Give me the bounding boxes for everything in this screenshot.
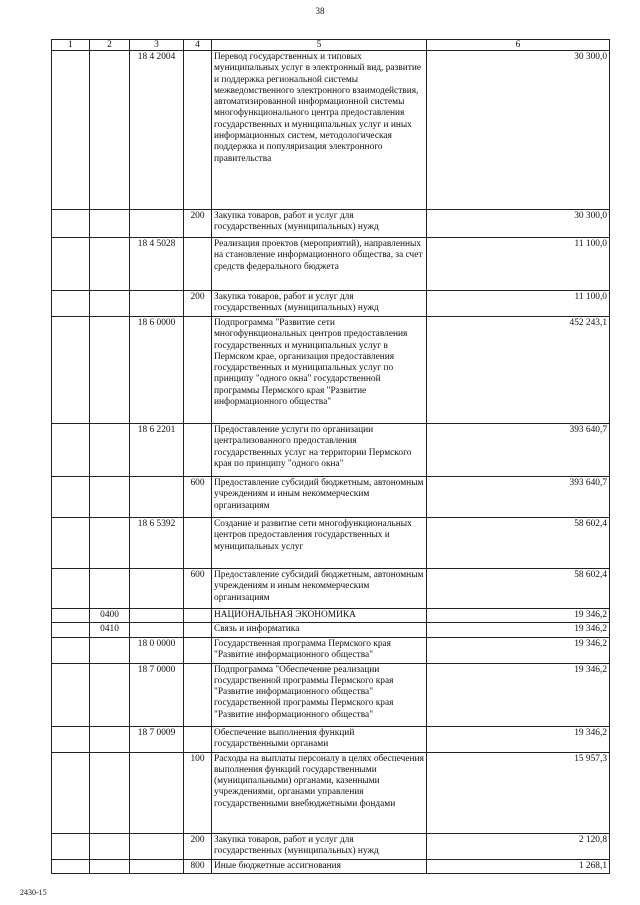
- cell-expense-type: [184, 424, 212, 477]
- cell-amount: 58 602,4: [427, 569, 610, 609]
- cell-expense-type: [184, 51, 212, 210]
- cell-description: Государственная программа Пермского края "Развитие информационного общества": [212, 637, 427, 663]
- budget-table: [51, 39, 610, 874]
- cell-target-code: 18 0 0000: [130, 637, 184, 663]
- cell-target-code: 18 7 0009: [130, 726, 184, 752]
- cell-amount: 452 243,1: [427, 317, 610, 424]
- cell-expense-type: [184, 238, 212, 291]
- cell-description: НАЦИОНАЛЬНАЯ ЭКОНОМИКА: [212, 609, 427, 623]
- cell-section-code: [90, 477, 130, 518]
- cell-amount: 393 640,7: [427, 477, 610, 518]
- cell-section-code: [90, 238, 130, 291]
- header-col-2: 2: [90, 40, 130, 51]
- cell-target-code: 18 4 2004: [130, 51, 184, 210]
- cell-section-code: [90, 518, 130, 569]
- cell-section-code: [90, 51, 130, 210]
- header-col-5: 5: [212, 40, 427, 51]
- cell-description: Подпрограмма "Развитие сети многофункциональных центров предоставления государственных и муниципальных услуг в Пермском крае, организация предоставления государственных и муниципальных услуг по принципу "одного окна" государственной программы Пермского края "Развитие информационного общества": [212, 317, 427, 424]
- cell-description: Реализация проектов (мероприятий), направленных на становление информационного общества, за счет средств федерального бюджета: [212, 238, 427, 291]
- cell-expense-type: [184, 609, 212, 623]
- table-row: [52, 833, 610, 859]
- cell-target-code: [130, 752, 184, 833]
- cell-target-code: [130, 291, 184, 317]
- cell-section-code: [90, 859, 130, 873]
- cell-col1: [52, 317, 90, 424]
- table-row: [52, 859, 610, 873]
- header-col-3: 3: [130, 40, 184, 51]
- header-row: [52, 40, 610, 51]
- cell-amount: 19 346,2: [427, 609, 610, 623]
- cell-section-code: 0400: [90, 609, 130, 623]
- table-row: [52, 477, 610, 518]
- cell-expense-type: [184, 317, 212, 424]
- cell-amount: 393 640,7: [427, 424, 610, 477]
- cell-target-code: [130, 833, 184, 859]
- cell-expense-type: [184, 637, 212, 663]
- cell-target-code: [130, 859, 184, 873]
- table-row: [52, 752, 610, 833]
- cell-expense-type: [184, 518, 212, 569]
- cell-col1: [52, 663, 90, 726]
- table-row: [52, 623, 610, 637]
- cell-amount: 19 346,2: [427, 623, 610, 637]
- cell-amount: 11 100,0: [427, 238, 610, 291]
- cell-col1: [52, 609, 90, 623]
- cell-description: Предоставление субсидий бюджетным, автономным учреждениям и иным некоммерческим организациям: [212, 477, 427, 518]
- table-row: [52, 210, 610, 238]
- cell-target-code: [130, 477, 184, 518]
- cell-expense-type: [184, 623, 212, 637]
- cell-description: Связь и информатика: [212, 623, 427, 637]
- cell-description: Подпрограмма "Обеспечение реализации государственной программы Пермского края "Развитие информационного общества" государственной программы Пермского края "Развитие информационного общества": [212, 663, 427, 726]
- cell-amount: 30 300,0: [427, 210, 610, 238]
- cell-col1: [52, 623, 90, 637]
- cell-col1: [52, 210, 90, 238]
- cell-col1: [52, 833, 90, 859]
- cell-expense-type: 800: [184, 859, 212, 873]
- table-row: [52, 569, 610, 609]
- cell-expense-type: [184, 726, 212, 752]
- cell-target-code: [130, 569, 184, 609]
- cell-col1: [52, 518, 90, 569]
- cell-amount: 1 268,1: [427, 859, 610, 873]
- cell-target-code: [130, 210, 184, 238]
- cell-amount: 2 120,8: [427, 833, 610, 859]
- cell-section-code: [90, 637, 130, 663]
- cell-expense-type: 100: [184, 752, 212, 833]
- cell-col1: [52, 291, 90, 317]
- cell-expense-type: 600: [184, 477, 212, 518]
- table-row: [52, 726, 610, 752]
- cell-amount: 30 300,0: [427, 51, 610, 210]
- cell-col1: [52, 637, 90, 663]
- cell-description: Обеспечение выполнения функций государственными органами: [212, 726, 427, 752]
- cell-amount: 15 957,3: [427, 752, 610, 833]
- cell-section-code: [90, 210, 130, 238]
- cell-description: Закупка товаров, работ и услуг для государственных (муниципальных) нужд: [212, 291, 427, 317]
- cell-target-code: 18 6 0000: [130, 317, 184, 424]
- cell-target-code: 18 4 5028: [130, 238, 184, 291]
- cell-section-code: [90, 663, 130, 726]
- table-row: [52, 424, 610, 477]
- page-number: 38: [315, 6, 325, 16]
- cell-col1: [52, 859, 90, 873]
- cell-section-code: [90, 291, 130, 317]
- cell-section-code: [90, 726, 130, 752]
- cell-description: Закупка товаров, работ и услуг для государственных (муниципальных) нужд: [212, 833, 427, 859]
- cell-amount: 19 346,2: [427, 663, 610, 726]
- cell-col1: [52, 51, 90, 210]
- cell-description: Закупка товаров, работ и услуг для государственных (муниципальных) нужд: [212, 210, 427, 238]
- table-row: [52, 663, 610, 726]
- cell-description: Расходы на выплаты персоналу в целях обеспечения выполнения функций государственными (муниципальными) органами, казенными учреждениями, органами управления государственными внебюджетными фондами: [212, 752, 427, 833]
- cell-section-code: [90, 424, 130, 477]
- cell-description: Создание и развитие сети многофункциональных центров предоставления государственных и муниципальных услуг: [212, 518, 427, 569]
- cell-description: Предоставление субсидий бюджетным, автономным учреждениям и иным некоммерческим организациям: [212, 569, 427, 609]
- cell-target-code: 18 6 5392: [130, 518, 184, 569]
- cell-expense-type: 200: [184, 833, 212, 859]
- cell-col1: [52, 569, 90, 609]
- cell-amount: 19 346,2: [427, 726, 610, 752]
- header-col-4: 4: [184, 40, 212, 51]
- cell-target-code: 18 7 0000: [130, 663, 184, 726]
- cell-section-code: [90, 317, 130, 424]
- cell-description: Иные бюджетные ассигнования: [212, 859, 427, 873]
- cell-amount: 11 100,0: [427, 291, 610, 317]
- header-col-1: 1: [52, 40, 90, 51]
- cell-expense-type: 200: [184, 291, 212, 317]
- cell-col1: [52, 238, 90, 291]
- document-code: 2430-15: [20, 888, 47, 897]
- cell-section-code: [90, 752, 130, 833]
- cell-description: Перевод государственных и типовых муниципальных услуг в электронный вид, развитие и поддержка региональной системы межведомственного электронного взаимодействия, автоматизированной информационной системы многофункционального центра предоставления государственных и муниципальных услуг и иных информационных систем, методологическая поддержка и популяризация электронного правительства: [212, 51, 427, 210]
- header-col-6: 6: [427, 40, 610, 51]
- cell-target-code: 18 6 2201: [130, 424, 184, 477]
- cell-amount: 58 602,4: [427, 518, 610, 569]
- table-row: [52, 609, 610, 623]
- table-row: [52, 317, 610, 424]
- cell-section-code: [90, 569, 130, 609]
- cell-section-code: [90, 833, 130, 859]
- cell-description: Предоставление услуги по организации централизованного предоставления государственных услуг на территории Пермского края по принципу "одного окна": [212, 424, 427, 477]
- cell-expense-type: 600: [184, 569, 212, 609]
- table-row: [52, 291, 610, 317]
- cell-col1: [52, 752, 90, 833]
- cell-col1: [52, 726, 90, 752]
- table-row: [52, 51, 610, 210]
- cell-expense-type: [184, 663, 212, 726]
- cell-amount: 19 346,2: [427, 637, 610, 663]
- table-row: [52, 518, 610, 569]
- table-row: [52, 238, 610, 291]
- cell-expense-type: 200: [184, 210, 212, 238]
- table-row: [52, 637, 610, 663]
- cell-target-code: [130, 623, 184, 637]
- cell-section-code: 0410: [90, 623, 130, 637]
- cell-col1: [52, 477, 90, 518]
- cell-col1: [52, 424, 90, 477]
- cell-target-code: [130, 609, 184, 623]
